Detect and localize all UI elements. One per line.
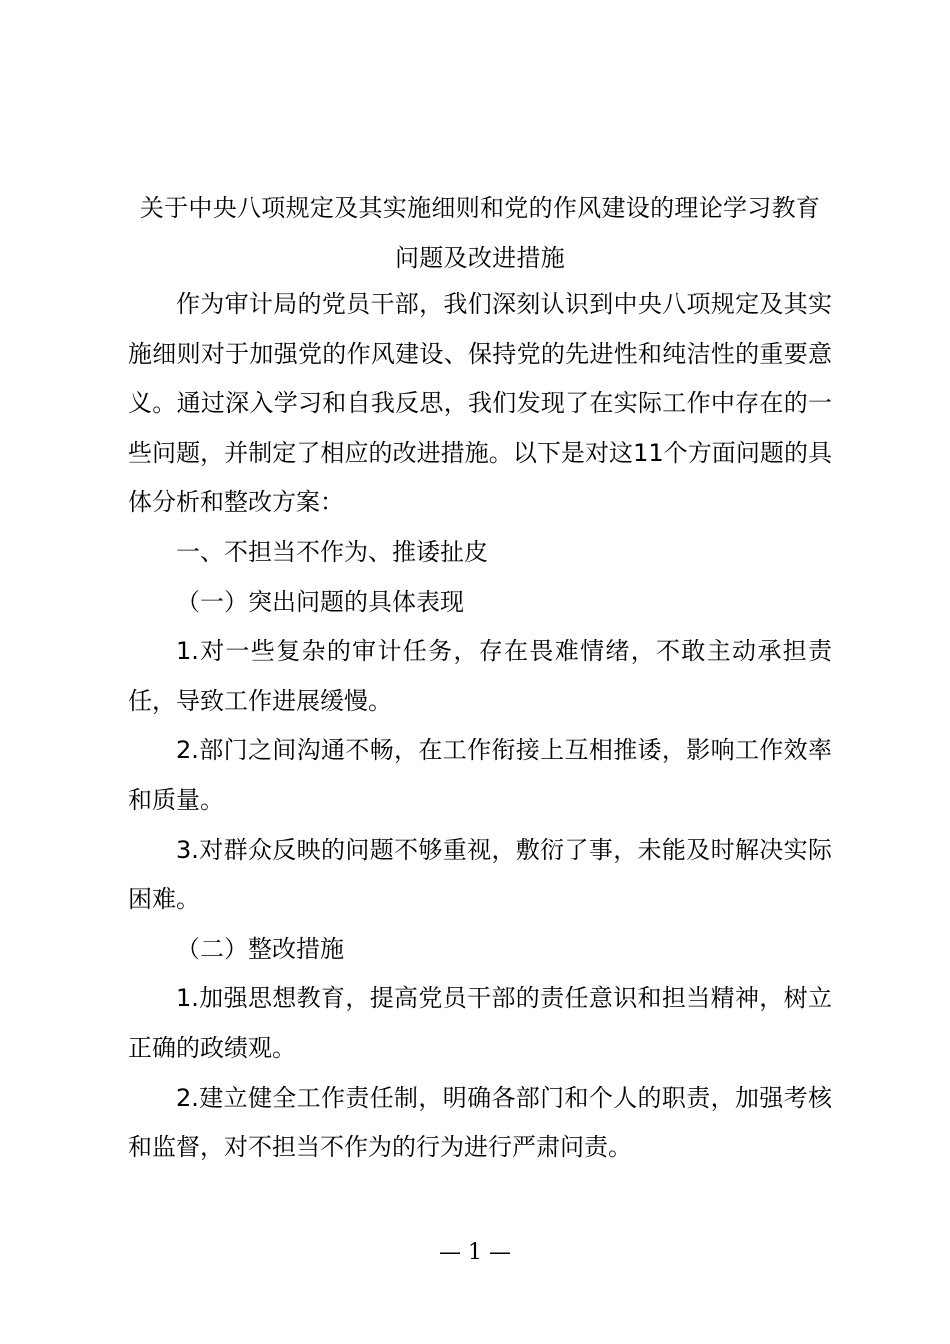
- list-item: 3.对群众反映的问题不够重视，敷衍了事，未能及时解决实际困难。: [128, 835, 832, 914]
- list-item: 1.对一些复杂的审计任务，存在畏难情绪，不敢主动承担责任，导致工作进展缓慢。: [128, 637, 832, 715]
- page-number: — 1 —: [439, 1240, 511, 1265]
- list-item: 2.部门之间沟通不畅，在工作衔接上互相推诿，影响工作效率和质量。: [128, 736, 832, 814]
- list-item: 1.加强思想教育，提高党员干部的责任意识和担当精神，树立正确的政绩观。: [128, 984, 832, 1062]
- subsection-heading: （一）突出问题的具体表现: [176, 587, 464, 616]
- subsection-heading: （二）整改措施: [176, 934, 344, 963]
- document-title: 关于中央八项规定及其实施细则和党的作风建设的理论学习教育问题及改进措施: [139, 194, 821, 272]
- list-item: 2.建立健全工作责任制，明确各部门和个人的职责，加强考核和监督，对不担当不作为的行为进行严肃问责。: [128, 1083, 832, 1162]
- section-heading: 一、不担当不作为、推诿扯皮: [176, 537, 488, 566]
- intro-paragraph: 作为审计局的党员干部，我们深刻认识到中央八项规定及其实施细则对于加强党的作风建设、保持党的先进性和纯洁性的重要意义。通过深入学习和自我反思，我们发现了在实际工作中存在的一些问题，并制定了相应的改进措施。以下是对这11个方面问题的具体分析和整改方案：: [128, 290, 832, 517]
- document-body: [128, 280, 832, 1173]
